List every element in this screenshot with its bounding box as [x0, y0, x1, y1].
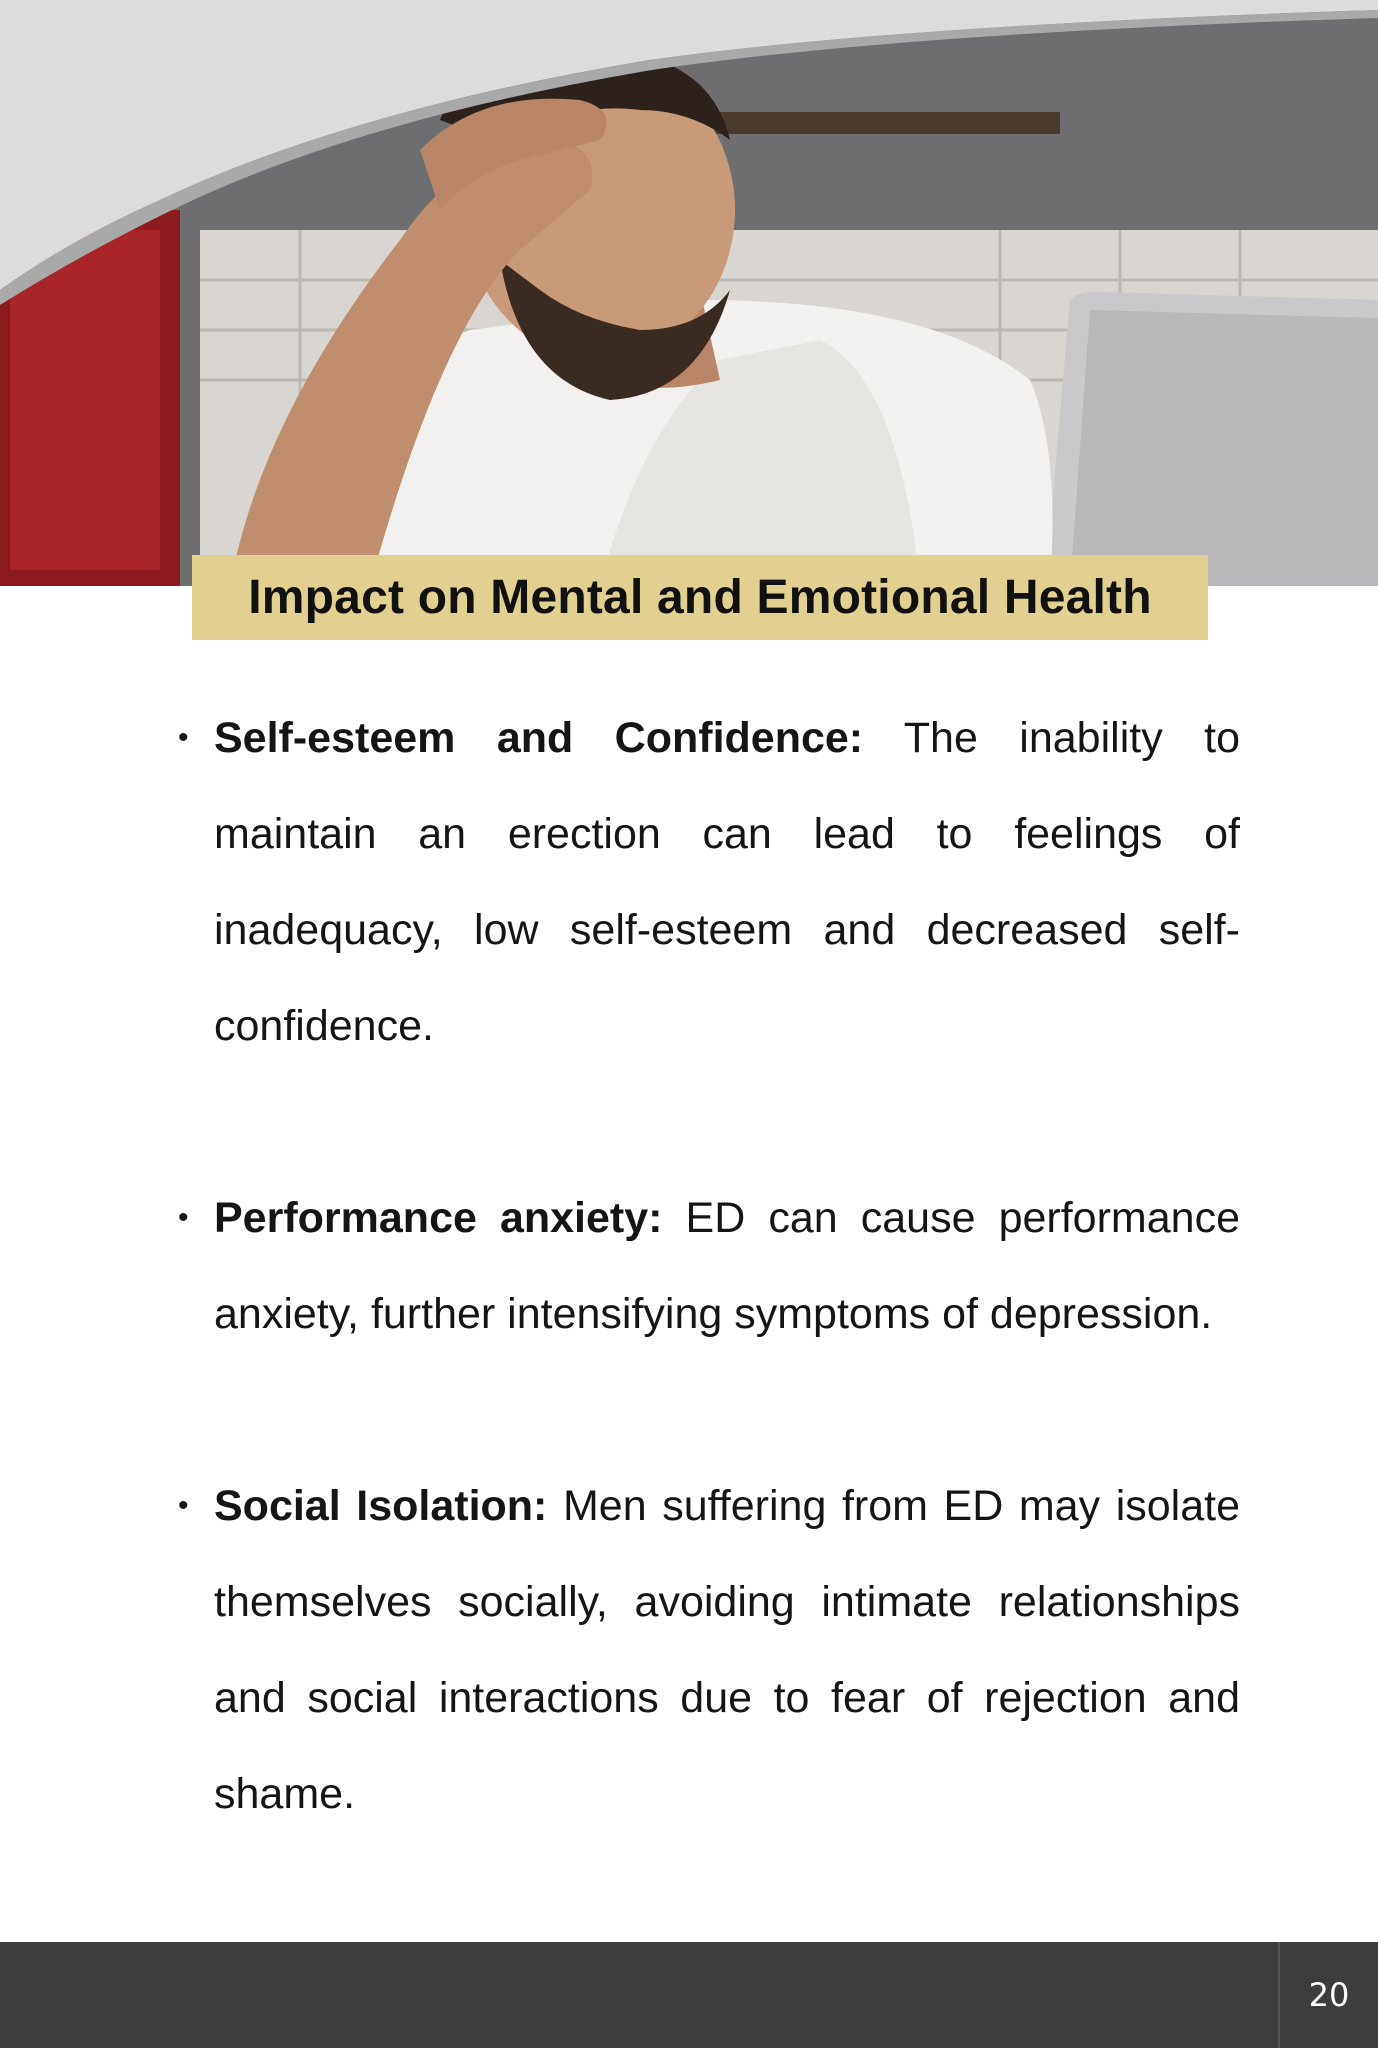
section-title: Impact on Mental and Emotional Health: [248, 571, 1152, 624]
bullet-icon: •: [178, 1201, 189, 1234]
bullet-text: Men suffering from ED may isolate themselves socially, avoiding intimate relationships and social interactions due to fear of rejection and shame.: [214, 1482, 1240, 1818]
bullet-text: ED can cause performance anxiety, further intensifying symptoms of depression.: [214, 1194, 1240, 1338]
list-item: [174, 1170, 1240, 1362]
bullet-text: The inability to maintain an erection can lead to feelings of inadequacy, low self-esteem and decreased self-confidence.: [214, 714, 1240, 1050]
bullet-term: Performance anxiety:: [214, 1194, 663, 1242]
bullet-term: Self-esteem and Confidence:: [214, 714, 864, 762]
bullet-icon: •: [178, 1489, 189, 1522]
list-item: [174, 1458, 1240, 1842]
stressed-man-photo: [0, 0, 1378, 586]
section-title-banner: [192, 555, 1208, 640]
page-number: 20: [1308, 1976, 1350, 2014]
header-photo: [0, 0, 1378, 586]
bullet-list: [174, 690, 1240, 1938]
list-item: [174, 690, 1240, 1074]
page-number-box: [1278, 1942, 1378, 2048]
bullet-icon: •: [178, 721, 189, 754]
bullet-term: Social Isolation:: [214, 1482, 548, 1530]
page-footer: [0, 1942, 1378, 2048]
